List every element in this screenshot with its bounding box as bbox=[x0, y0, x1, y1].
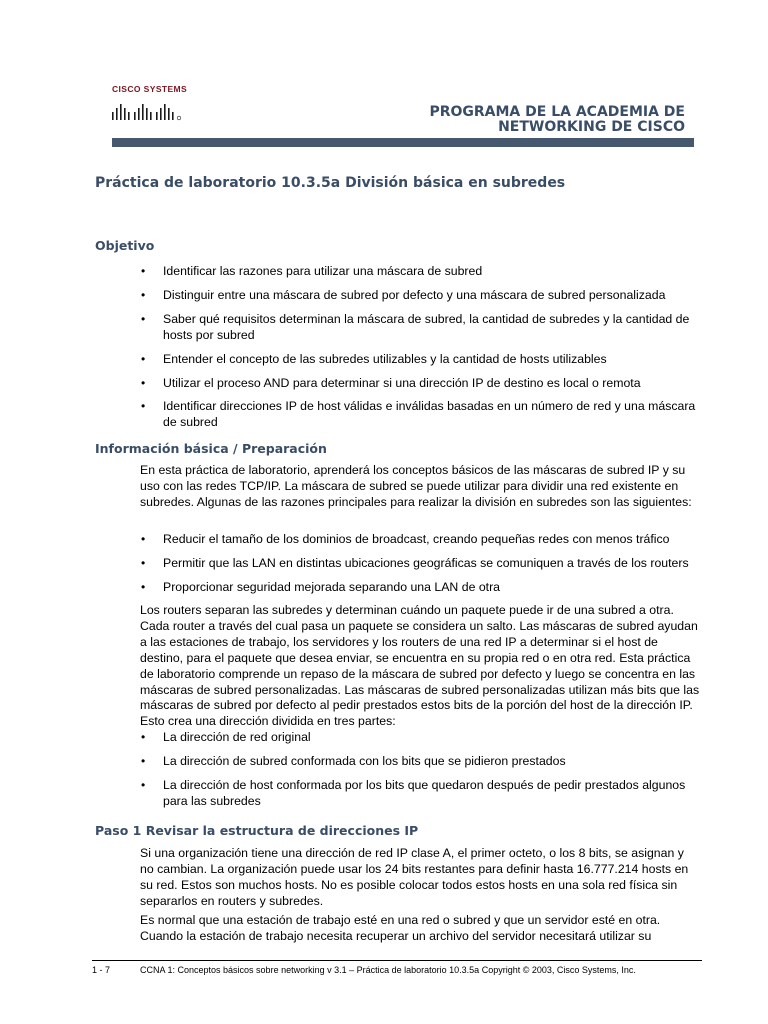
list-item: • Identificar direcciones IP de host válidas e inválidas basadas en un número de red y una máscara de subred bbox=[140, 399, 700, 431]
objective-list bbox=[140, 264, 700, 431]
step1-paragraph-1: Si una organización tiene una dirección de red IP clase A, el primer octeto, o los 8 bits, se asignan y no cambian. La organización puede usar los 24 bits restantes para definir hasta 16.777.214 hosts en su red. Estos son muchos hosts. No es posible colocar todos estos hosts en una sola red física sin separarlos en routers y subredes. bbox=[140, 846, 689, 908]
list-item: • Reducir el tamaño de los dominios de broadcast, creando pequeñas redes con menos tráfico bbox=[140, 532, 700, 548]
academy-header bbox=[429, 105, 685, 135]
logo-wordmark: CISCO SYSTEMS bbox=[112, 84, 188, 94]
footer-divider bbox=[92, 960, 702, 961]
list-item: • Permitir que las LAN en distintas ubicaciones geográficas se comuniquen a través de los routers bbox=[140, 556, 700, 572]
reasons-list bbox=[140, 532, 700, 596]
step1-heading: Paso 1 Revisar la estructura de direcciones IP bbox=[95, 823, 419, 838]
list-item: • La dirección de red original bbox=[140, 730, 700, 746]
list-item: • La dirección de subred conformada con los bits que se pidieron prestados bbox=[140, 754, 700, 770]
background-body: Los routers separan las subredes y determinan cuándo un paquete puede ir de una subred a otra. Cada router a través del cual pasa un paquete se considera un salto. Las máscaras de subred ayudan a las estaciones de trabajo, los servidores y los routers de una red IP a determinar si el host de destino, para el paquete que desea enviar, se encuentra en su propia red o en otra red. Esta práctica de laboratorio comprende un repaso de la máscara de subred por defecto y luego se concentra en las máscaras de subred personalizadas. Las máscaras de subred personalizadas utilizan más bits que las máscaras de subred por defecto al pedir prestados estos bits de la porción del host de la dirección IP. Esto crea una dirección dividida en tres partes: bbox=[140, 603, 700, 729]
academy-line-2: NETWORKING DE CISCO bbox=[498, 119, 685, 135]
list-item: • Utilizar el proceso AND para determinar si una dirección IP de destino es local o remota bbox=[140, 376, 700, 392]
list-item: • La dirección de host conformada por los bits que quedaron después de pedir prestados algunos para las subredes bbox=[140, 778, 700, 810]
address-parts-list bbox=[140, 730, 700, 810]
footer-text: CCNA 1: Conceptos básicos sobre networking v 3.1 – Práctica de laboratorio 10.3.5a Copyright © 2003, Cisco Systems, Inc. bbox=[140, 965, 636, 975]
list-item: • Distinguir entre una máscara de subred por defecto y una máscara de subred personalizada bbox=[140, 288, 700, 304]
background-heading: Información básica / Preparación bbox=[95, 441, 327, 456]
cisco-logo bbox=[110, 84, 188, 124]
list-item: • Identificar las razones para utilizar una máscara de subred bbox=[140, 264, 700, 280]
background-intro: En esta práctica de laboratorio, aprenderá los conceptos básicos de las máscaras de subred IP y su uso con las redes TCP/IP. La máscara de subred se puede utilizar para dividir una red existente en subredes. Algunas de las razones principales para realizar la división en subredes son las siguientes: bbox=[140, 463, 692, 509]
list-item: • Saber qué requisitos determinan la máscara de subred, la cantidad de subredes y la cantidad de hosts por subred bbox=[140, 312, 700, 344]
step1-paragraph-2: Es normal que una estación de trabajo esté en una red o subred y que un servidor esté en otra. Cuando la estación de trabajo necesita recuperar un archivo del servidor necesitará utilizar su bbox=[140, 913, 661, 943]
page-number: 1 - 7 bbox=[92, 965, 111, 975]
header-divider bbox=[112, 138, 694, 147]
cisco-bridge-icon bbox=[110, 94, 184, 122]
list-item: • Proporcionar seguridad mejorada separando una LAN de otra bbox=[140, 580, 700, 596]
list-item: • Entender el concepto de las subredes utilizables y la cantidad de hosts utilizables bbox=[140, 352, 700, 368]
objective-heading: Objetivo bbox=[95, 238, 155, 253]
academy-line-1: PROGRAMA DE LA ACADEMIA DE bbox=[429, 104, 685, 120]
page-title: Práctica de laboratorio 10.3.5a División básica en subredes bbox=[95, 175, 566, 191]
